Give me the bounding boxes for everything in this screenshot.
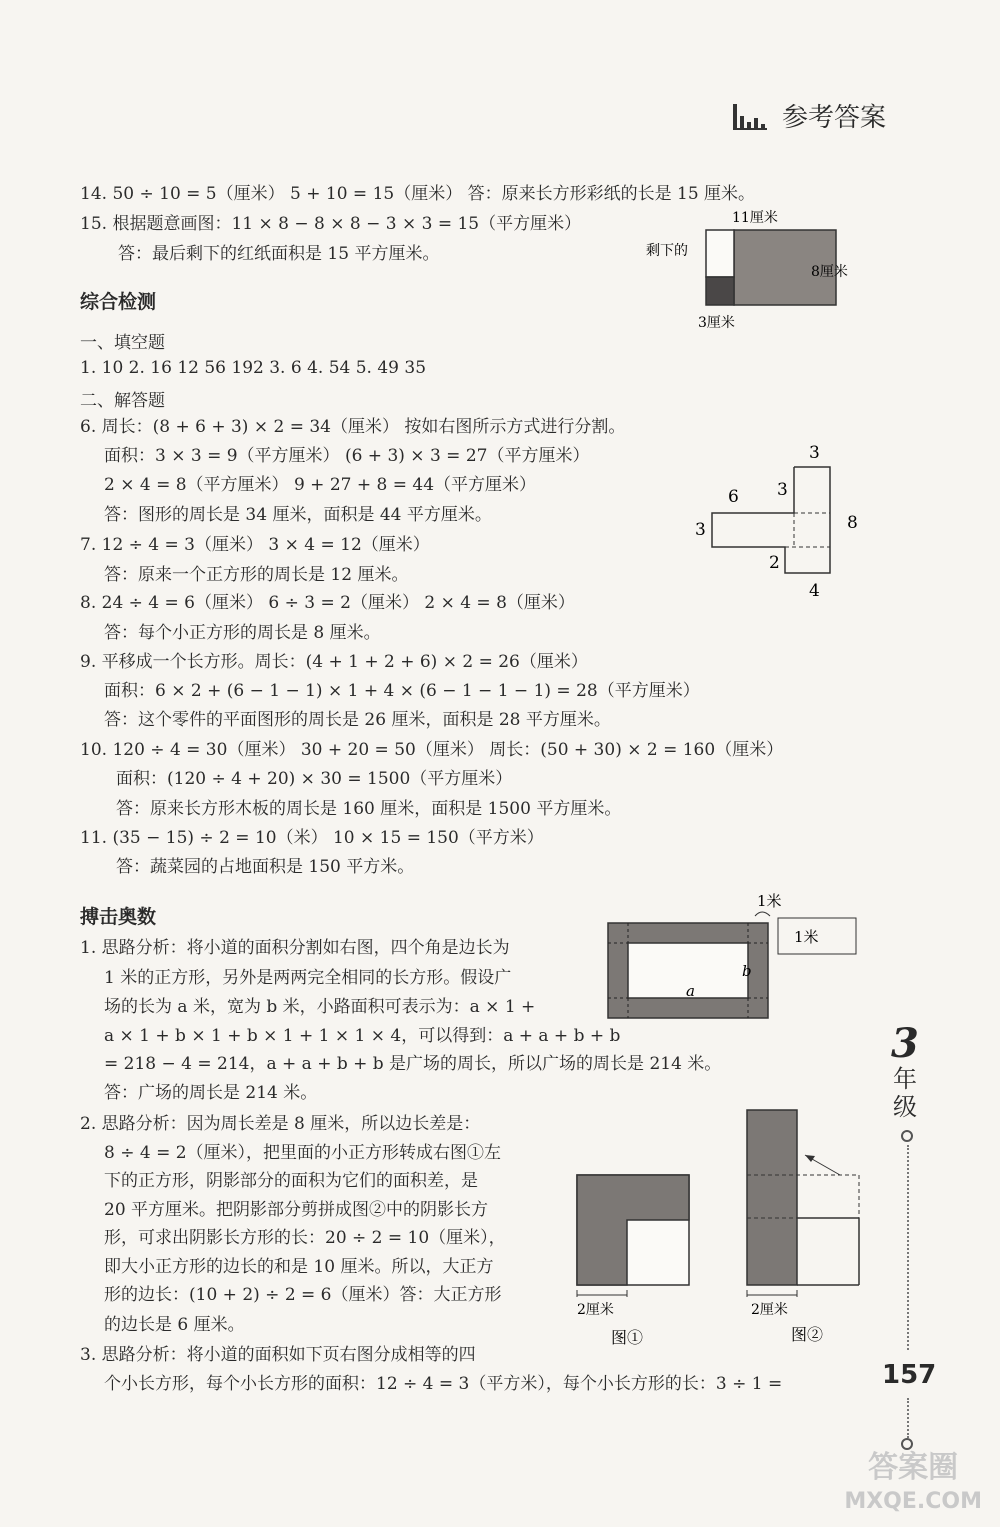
olympiad-3-line1: 3. 思路分析：将小道的面积如下页右图分成相等的四 — [80, 1345, 476, 1365]
page-number: 157 — [882, 1360, 937, 1390]
olympiad-3-line2: 个小长方形，每个小长方形的面积：12 ÷ 4 = 3（平方米），每个小长方形的长：3 ÷ 1 = — [104, 1374, 783, 1394]
fig15-right-label: 8厘米 — [811, 264, 848, 280]
olympiad-2-line4: 20 平方厘米。把阴影部分剪拼成图②中的阴影长方 — [104, 1200, 489, 1220]
header-bars-icon — [733, 104, 771, 130]
fig2-right-caption: 图② — [791, 1325, 824, 1344]
fig2-left-caption: 图① — [611, 1328, 644, 1347]
olympiad-1-line3: 场的长为 a 米，宽为 b 米，小路面积可表示为：a × 1 + — [104, 997, 536, 1017]
figure-6 — [690, 440, 870, 605]
fig15-bottom-label: 3厘米 — [698, 315, 735, 331]
fig6-label-6: 6 — [728, 487, 739, 507]
answer-15: 15. 根据题意画图：11 × 8 − 8 × 8 − 3 × 3 = 15（平方厘米） — [80, 214, 582, 234]
answer-9-line2: 面积：6 × 2 + (6 − 1 − 1) × 1 + 4 × (6 − 1 − 1 − 1) = 28（平方厘米） — [104, 681, 700, 701]
side-dotted-line-top — [907, 1145, 909, 1350]
fig1-side-meter: 1米 — [794, 928, 819, 946]
answer-9-conclusion: 答：这个零件的平面图形的周长是 26 厘米，面积是 28 平方厘米。 — [104, 710, 611, 730]
side-circle-top — [901, 1130, 913, 1142]
olympiad-2-line1: 2. 思路分析：因为周长差是 8 厘米，所以边长差是： — [80, 1114, 481, 1134]
olympiad-1-conclusion: 答：广场的周长是 214 米。 — [104, 1083, 318, 1103]
section-title-olympiad: 搏击奥数 — [80, 906, 157, 928]
answer-10-line2: 面积：(120 ÷ 4 + 20) × 30 = 1500（平方厘米） — [116, 769, 513, 789]
fig6-label-top-3: 3 — [809, 443, 820, 463]
olympiad-2-line6: 即大小正方形的边长的和是 10 厘米。所以，大正方 — [104, 1257, 494, 1277]
answer-11-line1: 11. (35 − 15) ÷ 2 = 10（米） 10 × 15 = 150（平方米） — [80, 828, 544, 848]
answer-15-conclusion: 答：最后剩下的红纸面积是 15 平方厘米。 — [118, 244, 440, 264]
answer-7-conclusion: 答：原来一个正方形的周长是 12 厘米。 — [104, 565, 409, 585]
watermark-line2: MXQE.COM — [844, 1489, 982, 1514]
olympiad-1-line5: = 218 − 4 = 214，a + a + b + b 是广场的周长，所以广场的周长是 214 米。 — [104, 1054, 722, 1074]
grade-label: 年级 — [893, 1065, 917, 1121]
answer-11-conclusion: 答：蔬菜园的占地面积是 150 平方米。 — [116, 857, 415, 877]
olympiad-figure-2 — [565, 1100, 875, 1350]
fig6-label-4: 4 — [809, 581, 820, 601]
olympiad-2-line2: 8 ÷ 4 = 2（厘米），把里面的小正方形转成右图①左 — [104, 1143, 502, 1163]
olympiad-2-line5: 形，可求出阴影长方形的长：20 ÷ 2 = 10（厘米）， — [104, 1228, 506, 1248]
olympiad-1-line1: 1. 思路分析：将小道的面积分割如右图，四个角是边长为 — [80, 938, 510, 958]
olympiad-figure-1 — [600, 890, 865, 1030]
olympiad-1-line2: 1 米的正方形，另外是两两完全相同的长方形。假设广 — [104, 968, 512, 988]
answer-6-line3: 2 × 4 = 8（平方厘米） 9 + 27 + 8 = 44（平方厘米） — [104, 475, 537, 495]
answer-8-conclusion: 答：每个小正方形的周长是 8 厘米。 — [104, 623, 381, 643]
fig15-top-label: 11厘米 — [732, 210, 778, 226]
olympiad-2-line8: 的边长是 6 厘米。 — [104, 1315, 245, 1335]
fig6-label-8: 8 — [847, 513, 858, 533]
solve-title: 二、解答题 — [80, 391, 165, 411]
fig1-top-meter: 1米 — [757, 892, 782, 910]
fill-blank-title: 一、填空题 — [80, 333, 165, 353]
fig1-a-label: a — [686, 982, 695, 1000]
side-dotted-line-bottom — [907, 1398, 909, 1438]
answer-7-line1: 7. 12 ÷ 4 = 3（厘米） 3 × 4 = 12（厘米） — [80, 535, 430, 555]
fig2-right-width-label: 2厘米 — [751, 1302, 788, 1318]
grade-number: 3 — [891, 1020, 919, 1067]
fig6-label-left-3: 3 — [695, 520, 706, 540]
header-title: 参考答案 — [782, 103, 887, 133]
section-title-comprehensive: 综合检测 — [80, 291, 157, 313]
answer-10-conclusion: 答：原来长方形木板的周长是 160 厘米，面积是 1500 平方厘米。 — [116, 799, 622, 819]
fig6-label-2: 2 — [769, 553, 780, 573]
figure-15 — [640, 205, 870, 335]
answer-8-line1: 8. 24 ÷ 4 = 6（厘米） 6 ÷ 3 = 2（厘米） 2 × 4 = 8（厘米） — [80, 593, 575, 613]
fig2-left-width-label: 2厘米 — [577, 1302, 614, 1318]
fill-blank-answers: 1. 10 2. 16 12 56 192 3. 6 4. 54 5. 49 35 — [80, 358, 427, 378]
answer-10-line1: 10. 120 ÷ 4 = 30（厘米） 30 + 20 = 50（厘米） 周长：(50 + 30) × 2 = 160（厘米） — [80, 740, 784, 760]
answer-6-conclusion: 答：图形的周长是 34 厘米，面积是 44 平方厘米。 — [104, 505, 492, 525]
side-circle-bottom — [901, 1438, 913, 1450]
fig1-b-label: b — [742, 962, 752, 980]
watermark-logo — [844, 1451, 982, 1519]
answer-6-line2: 面积：3 × 3 = 9（平方厘米） (6 + 3) × 3 = 27（平方厘米） — [104, 446, 590, 466]
watermark-line1: 答案圈 — [868, 1450, 959, 1485]
fig15-left-label: 剩下的 — [646, 243, 688, 259]
fig6-label-mid-3: 3 — [777, 480, 788, 500]
answer-14: 14. 50 ÷ 10 = 5（厘米） 5 + 10 = 15（厘米） 答：原来长方形彩纸的长是 15 厘米。 — [80, 184, 756, 204]
answer-9-line1: 9. 平移成一个长方形。周长：(4 + 1 + 2 + 6) × 2 = 26（厘米） — [80, 652, 588, 672]
answer-6-line1: 6. 周长：(8 + 6 + 3) × 2 = 34（厘米） 按如右图所示方式进行分割。 — [80, 417, 626, 437]
olympiad-2-line7: 形的边长：(10 + 2) ÷ 2 = 6（厘米）答：大正方形 — [104, 1285, 502, 1305]
olympiad-2-line3: 下的正方形，阴影部分的面积为它们的面积差，是 — [104, 1171, 478, 1191]
olympiad-1-line4: a × 1 + b × 1 + b × 1 + 1 × 1 × 4，可以得到：a + a + b + b — [104, 1026, 621, 1046]
